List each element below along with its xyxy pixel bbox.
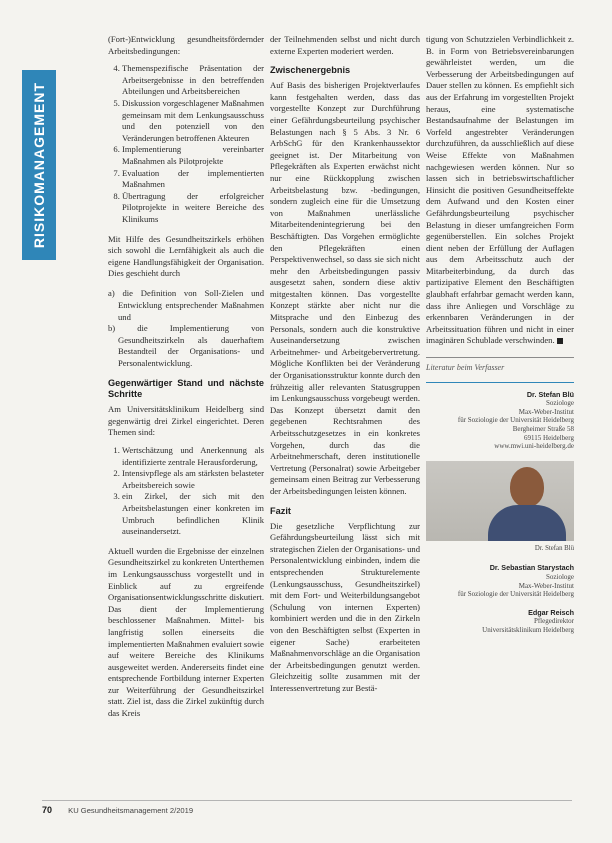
paragraph-interim-result: Auf Basis des bisherigen Projektverlaufes kann festgehalten werden, dass das vorgestellte Konzept zur Durchführung einer Gefährdungsbeurteilung psychischer Belastungen nach § 5 Abs. 3 Nr. 6 ArbSchG für den Krankenhaussektor geeignet ist. Der Mitarbeitung von Pflegekräften als Experten erwächst nicht nur eine Rückkopplung zwischen Arbeitsbelastung bzw. -bedingungen, sondern zugleich eine für die Umsetzung von Maßnahmen unerlässliche Mitarbeitendenintegrierung bei den Beschäftigten. Das Vorgehen ermöglichte den Pflegekräften einen Perspektivenwechsel, so dass sie sich nicht mehr den Arbeitsbedingungen passiv ausgesetzt sahen, sondern diese aktiv mitgestalten können. Das vorgestellte Konzept stärkte aber nicht nur die Mitsprache und den Einbezug des Personals, sondern auch die konstruktive Auseinandersetzung zwischen Arbeitnehmer- und Arbeitgebervertretung. Mögliche Konflikten bei der Veränderung der Organisationsstruktur konnte durch den frühzeitig aller relevanten Statusgruppen im Lenkungsausschuss vorgebeugt werden. Das Konzept übersetzt damit den gegebenen Rechtsrahmen des Arbeitsschutzgesetzes in ein konkretes Vorgehen, durch das die Arbeitnehmerschaft, deren institutionelle Vertretung (Personalrat) sowie Arbeitgeber gemeinsam einen Beitrag zur Verbesserung der Arbeitsbedingungen leisten können. <box>270 80 420 496</box>
page-footer <box>42 800 572 815</box>
heading-interim-result: Zwischenergebnis <box>270 65 351 76</box>
author-line: Max-Weber-Institut <box>518 407 574 416</box>
author-photo <box>426 461 574 541</box>
photo-body <box>488 505 566 541</box>
author-line: für Soziologie der Universität Heidelberg <box>457 416 574 425</box>
list-item: 5. Diskussion vorgeschlagener Maßnahmen gemeinsam mit dem Lenkungsausschuss und den potenziell von den Veränderungen betroffenen Akteuren <box>122 98 264 144</box>
process-steps-list <box>108 63 264 225</box>
end-mark-icon <box>557 338 563 344</box>
page-number: 70 <box>42 805 53 815</box>
column-left <box>108 34 264 726</box>
photo-head <box>510 467 544 507</box>
section-tab <box>22 70 56 260</box>
list-item: 1. Wertschätzung und Anerkennung als identifizierte zentrale Herausforderung, <box>122 445 264 468</box>
column-right <box>426 34 574 645</box>
continuation-text: tigung von Schutzzielen Verbindlichkeit z. B. in Form von Betriebsvereinbarungen gewährleistet werden, um die Verbesserung der Arbeitsbedingungen auf Dauer stellen zu können. Es empfiehlt sich aus der Erfahrung im vorgestellten Projekt heraus, eine systematische Bestandsaufnahme der Belastungen im Vorfeld angestrebter Veränderungen durchzuführen, da ausschließlich auf diese Weise Effekte von Maßnahmen nachgewiesen werden können. Nur so lassen sich in betriebswirtschaftlicher Hinsicht die positiven Gesundheitseffekte dem Aufwand und den Kosten einer Gefährdungsbeurteilung psychischer Belastung in dieser umfangreichen Form gegenüberstellen. Ein solches Projekt dient neben der Erfüllung der Auflagen aus dem Arbeitsschutz auch der Mitarbeiterbindung, da durch das partizipative Element den Beschäftigten glaubhaft erfahrbar gemacht werden kann, dass ihre Anliegen und Vorschläge zu erkennbaren Veränderungen in der Arbeitssituation führen und nicht in einer imaginären Schublade verschwinden. <box>426 34 574 346</box>
author-line: 69115 Heidelberg <box>524 433 574 442</box>
paragraph-continuation <box>426 34 574 347</box>
column-middle <box>270 34 420 700</box>
heading-current-status: Gegenwärtiger Stand und nächste Schritte <box>108 378 264 400</box>
list-item: 2. Intensivpflege als am stärksten belasteter Arbeitsbereich sowie <box>122 468 264 491</box>
list-item: b) die Implementierung von Gesundheitszirkeln als dauerhaftem Bestandteil der Organisations- und Personalentwicklung. <box>108 323 264 369</box>
list-item: 6. Implementierung vereinbarter Maßnahmen als Pilotprojekte <box>122 144 264 167</box>
list-item: 8. Übertragung der erfolgreicher Pilotprojekte in weitere Bereiche des Klinikums <box>122 191 264 226</box>
intro-fragment: (Fort-)Entwicklung gesundheitsfördernder Arbeitsbedingungen: <box>108 34 264 56</box>
topics-list <box>108 445 264 538</box>
author-info <box>426 564 574 598</box>
author-line: www.mwi.uni-heidelberg.de <box>494 442 574 451</box>
paragraph-current-status: Am Universitätsklinikum Heidelberg sind gegenwärtig drei Zirkel eingerichtet. Deren Themen sind: <box>108 404 264 438</box>
accent-rule <box>426 382 574 383</box>
author-line: Max-Weber-Institut <box>518 581 574 590</box>
author-line: Bergheimer Straße 58 <box>512 425 574 433</box>
author-line: Soziologe <box>546 572 574 581</box>
author-info <box>426 391 574 451</box>
author-line: für Soziologie der Universität Heidelberg <box>457 590 574 599</box>
literature-note: Literatur beim Verfasser <box>426 363 505 373</box>
paragraph-aktuell: Aktuell wurden die Ergebnisse der einzelnen Gesundheitszirkel zu konkreten Unterthemen im Lenkungsausschuss vorgestellt und in Einblick auf zu ergreifende Organisationsentwicklungsschritte diskutiert. Das dient der Implementierung beschlossener Maßnahmen. Mittel- bis langfristig sollen einerseits die implementierten Maßnahmen evaluiert sowie auf weitere Bereiche des Klinikums ausgeweitet werden. Andererseits findet eine entsprechende Fortbildung interner Experten zur Weiterführung der Gesundheitszirkel statt. Ziel ist, dass die Zirkel zukünftig durch das Kreis <box>108 545 264 719</box>
list-item: 7. Evaluation der implementierten Maßnahmen <box>122 168 264 191</box>
section-tab-label: RISIKOMANAGEMENT <box>31 81 47 249</box>
list-item: a) die Definition von Soll-Zielen und Entwicklung entsprechender Maßnahmen und <box>108 288 264 322</box>
author-name: Edgar Reisch <box>528 607 574 617</box>
paragraph-mit-hilfe: Mit Hilfe des Gesundheitszirkels erhöhen sich sowohl die Lernfähigkeit als auch die eigene Handlungsfähigkeit der Organisation. Dies geschieht durch <box>108 233 264 279</box>
photo-caption: Dr. Stefan Blü <box>534 544 574 552</box>
paragraph-conclusion: Die gesetzliche Verpflichtung zur Gefährdungsbeurteilung lässt sich mit strategischen Zielen der Organisations- und Personalentwicklung einbinden, indem die entsprechenden Strukturelemente (Lenkungsausschuss, Gesundheitszirkel) mit dem Fort- und Weiterbildungsangebot (Schulung von internen Experten) kombiniert werden und die in den Zirkeln von den Beschäftigten selbst (Experten in eigener Sache) erarbeiteten Maßnahmenvorschläge an die Organisation der Arbeitsbedingungen genutzt werden. Gleichzeitig sollte zusammen mit der Interessenvertretung zur Bestä- <box>270 520 420 693</box>
author-info <box>426 609 574 635</box>
author-line: Pflegedirektor <box>533 617 574 626</box>
publication-name: KU Gesundheitsmanagement 2/2019 <box>68 806 194 815</box>
list-item: 3. ein Zirkel, der sich mit den Arbeitsbelastungen einer konkreten im Umbruch befindlichen Klinik auseinandersetzt. <box>122 491 264 537</box>
list-item: 4. Themenspezifische Präsentation der Arbeitsergebnisse in den betreffenden Abteilungen und Arbeitsbereichen <box>122 63 264 98</box>
divider <box>426 357 574 358</box>
author-line: Soziologe <box>546 399 574 408</box>
heading-conclusion: Fazit <box>270 505 291 516</box>
paragraph-top: der Teilnehmenden selbst und nicht durch externe Experten moderiert werden. <box>270 34 420 56</box>
author-name: Dr. Stefan Blü <box>526 389 574 399</box>
goals-list <box>108 288 264 369</box>
author-name: Dr. Sebastian Starystach <box>489 563 574 573</box>
author-line: Universitätsklinikum Heidelberg <box>482 625 574 634</box>
